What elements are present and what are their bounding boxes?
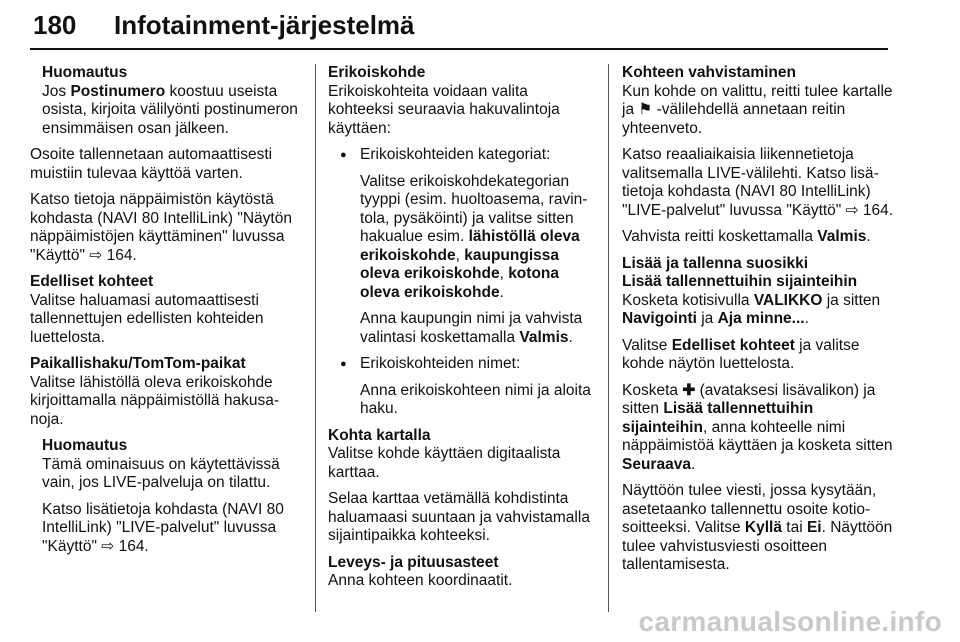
text: Valitse erikoiskohdekategorian tyyppi (esim. huoltoasema, ravintola, pysäköinti) ja valitse sitten hakualue esim.: [360, 172, 588, 245]
text: Vahvista reitti koskettamalla: [622, 228, 818, 245]
text: Kosketa kotisivulla: [622, 291, 754, 309]
section-heading: Erikoiskohde: [328, 64, 426, 81]
bullet-item: ● Erikoiskohteiden nimet:: [328, 355, 596, 374]
section-heading: Edelliset kohteet: [30, 273, 154, 290]
text: Näyttöön tulee viesti, jossa kysytään, asetetaanko tallennettu osoite kotiosoitteeksi. Valitse: [622, 482, 877, 536]
column-1: [30, 64, 302, 564]
text: .: [499, 283, 504, 301]
text: ,: [455, 246, 465, 264]
text: Katso lisätietoja kohdasta (NAVI 80 IntelliLink) "LIVE-palvelut" luvussa "Käyttö": [42, 500, 284, 555]
paragraph: [622, 292, 894, 329]
paragraph: [622, 337, 894, 374]
bold-term: Valmis: [817, 228, 867, 245]
note-title: Huomautus: [42, 437, 128, 454]
text: tai: [781, 519, 807, 536]
bullet-subtext: [328, 310, 596, 347]
note-box: [30, 64, 302, 138]
watermark: carmanualsonline.info: [638, 606, 942, 637]
paragraph: Valitse kohde käyttäen digitaalista karttaa.: [328, 445, 561, 481]
bold-term: Postinumero: [70, 82, 166, 100]
text: Kosketa: [622, 381, 683, 399]
page-ref-icon: ⇨: [101, 537, 115, 555]
bold-term: VALIKKO: [753, 291, 823, 309]
page-number: 180: [33, 10, 77, 40]
flag-icon: ⚑: [638, 101, 653, 118]
column-3: [622, 64, 894, 583]
text: Kun kohde on valittu, reitti tulee kartalle ja: [622, 82, 893, 118]
bold-term: Navigointi: [622, 310, 697, 327]
text: 164.: [114, 537, 149, 555]
text: . Näyttöön tulee vahvistusviesti osoitteen tallentamisesta.: [622, 519, 893, 573]
paragraph: [622, 482, 894, 575]
text: ja sitten: [822, 291, 881, 309]
page-title: Infotainment-järjestelmä: [114, 10, 415, 40]
text: , anna kohteelle nimi näppäimistöä käyttäen ja kosketa sitten: [622, 418, 893, 454]
paragraph: [622, 83, 894, 139]
text: 164.: [102, 246, 137, 264]
page-header: [30, 0, 888, 50]
bold-term: lähistöllä oleva erikoiskohde: [360, 228, 580, 264]
text: 164.: [858, 201, 894, 219]
text: (avataksesi lisävalikon) ja sitten: [622, 381, 876, 417]
text: ja valitse kohde näytön luettelosta.: [622, 336, 860, 372]
text: koostuu useista osista, kirjoita välilyönti postinumeron ensimmäisen osan jälkeen.: [42, 82, 298, 137]
section-heading: Leveys- ja pituusasteet: [328, 553, 499, 571]
text: .: [690, 455, 696, 473]
text: Anna kaupungin nimi ja vahvista valintasi koskettamalla: [360, 310, 583, 346]
bullet-item: ● Erikoiskohteiden kategoriat:: [328, 146, 596, 165]
section-heading: Kohta kartalla: [328, 426, 431, 444]
text: .: [804, 310, 809, 327]
note-text: [42, 501, 302, 557]
note-text: Tämä ominaisuus on käytettävissä vain, jos LIVE-palveluja on tilattu.: [42, 455, 280, 491]
paragraph: [622, 382, 894, 475]
paragraph: Selaa karttaa vetämällä kohdistinta haluamaasi suuntaan ja vahvistamalla sijaintipaikka kohteeksi.: [328, 490, 590, 544]
paragraph: [30, 191, 302, 265]
bold-term: kaupungissa oleva erikoiskohde: [360, 246, 559, 282]
paragraph: Osoite tallennetaan automaattisesti muistiin tulevaa käyttöä varten.: [30, 146, 273, 182]
page-ref-icon: ⇨: [89, 246, 103, 264]
section-heading: Kohteen vahvistaminen: [622, 64, 796, 81]
bold-term: Lisää tallennettuihin sijainteihin: [622, 400, 814, 436]
page-ref-icon: ⇨: [845, 201, 859, 219]
bullet-subtext: [328, 173, 596, 303]
text: .: [866, 228, 871, 245]
note-title: Huomautus: [42, 64, 128, 81]
text: .: [568, 328, 573, 346]
text: Katso reaaliaikaisia liikennetietoja valitsemalla LIVE-välilehti. Katso lisätietoja kohdasta (NAVI 80 IntelliLink) "LIVE-palvelut" luvussa "Käyttö": [622, 146, 879, 219]
column-divider: [608, 64, 609, 612]
section-heading: Paikallishaku/TomTom-paikat: [30, 355, 246, 372]
text: -välilehdellä annetaan reitin yhteenveto.: [622, 101, 846, 137]
text: Valitse: [622, 336, 672, 354]
note-text: [42, 83, 302, 139]
paragraph: Valitse lähistöllä oleva erikoiskohde kirjoittamalla näppäimistöllä hakusanoja.: [30, 373, 279, 428]
bold-term: Ei: [806, 519, 822, 536]
bullet-subtext: Anna erikoiskohteen nimi ja aloita haku.: [360, 381, 591, 417]
paragraph: [622, 228, 894, 247]
text: Katso tietoja näppäimistön käytöstä kohdasta (NAVI 80 IntelliLink) "Näytön näppäimistöjen käyttäminen" luvussa "Käyttö": [30, 191, 292, 264]
bold-term: Edelliset kohteet: [671, 336, 795, 354]
section-heading: Lisää ja tallenna suosikki: [622, 254, 809, 272]
bold-term: Kyllä: [744, 519, 782, 536]
subsection-heading: Lisää tallennettuihin sijainteihin: [622, 273, 858, 290]
text: Jos: [42, 82, 71, 100]
paragraph: Anna kohteen koordinaatit.: [328, 572, 513, 589]
column-divider: [315, 64, 316, 612]
bold-term: kotona oleva erikoiskohde: [360, 265, 559, 301]
note-box: [30, 437, 302, 556]
paragraph: Erikoiskohteita voidaan valita kohteeksi seuraavia hakuvalintoja käyttäen:: [328, 82, 560, 137]
paragraph: [622, 146, 894, 220]
text: ,: [499, 265, 509, 282]
text: ja: [696, 310, 718, 327]
bold-term: Valmis: [519, 328, 569, 346]
bold-term: Seuraava: [622, 455, 691, 473]
header-rule: [30, 48, 888, 50]
column-2: [328, 64, 596, 599]
bold-term: Aja minne...: [717, 310, 805, 327]
paragraph: Valitse haluamasi automaattisesti tallennettujen edellisten kohteiden luettelosta.: [30, 291, 264, 346]
plus-icon: ✚: [682, 381, 696, 399]
